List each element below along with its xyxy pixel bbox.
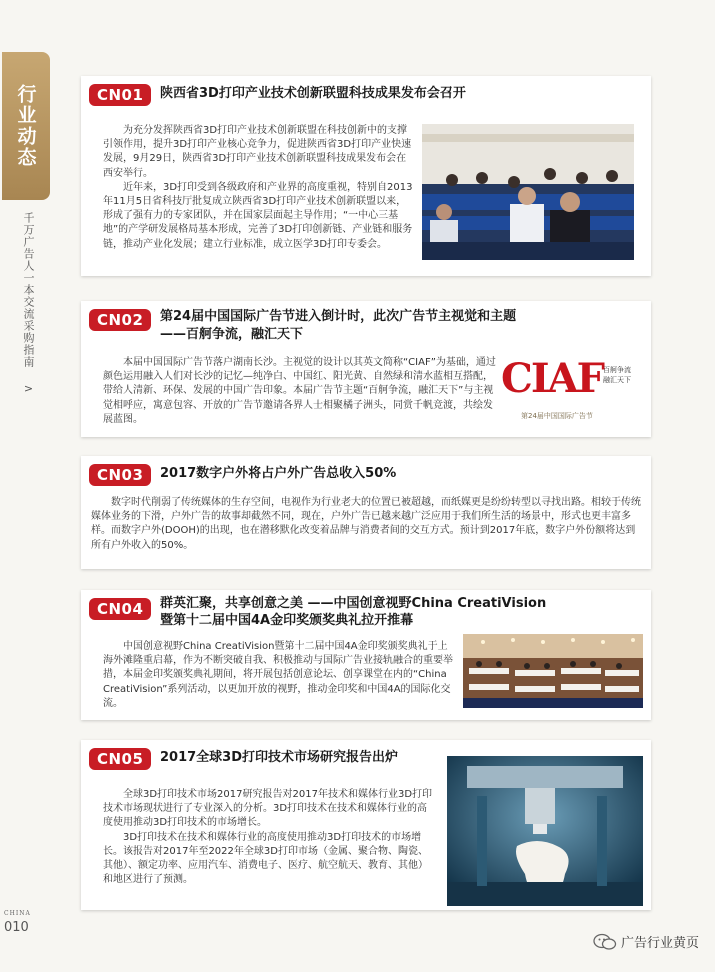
paragraph: 近年来，3D打印受到各级政府和产业界的高度重视，特别自2013年11月5日省科技厅批复成立陕西省3D打印产业技术创新联盟以来，形成了强有力的专家团队，并在国家层面起主导作用；“一中心三基地”的产学研发展格局基本形成，完善了3D打印创新链、产业链和服务链，推动产业化发展；建立行业标准，成立医学3D打印专委会。 [103,181,413,250]
section-tab: 行业动态 [2,52,50,200]
article-card-cn04 [81,590,651,720]
paragraph: 数字时代削弱了传统媒体的生存空间，电视作为行业老大的位置已被超越，而纸媒更是纷纷转型以寻找出路。相较于传统媒体业务的下滑，户外广告的故事却截然不同，现在，户外广告已越来越广泛应用于我们所生活的场景中，形式也更丰富多样。而数字户外(DOOH)的出现，也在潜移默化改变着品牌与消费者间的交互方式。预计到2017年底，数字户外份额将达到所有户外收入的50%。 [91,497,641,551]
section-subtitle: 千万广告人一本交流采购指南 > [22,212,35,396]
ciaf-logo-caption: 第24届中国国际广告节 [521,412,593,420]
ciaf-tagline-1: 百舸争流 [603,366,631,374]
article-card-cn03 [81,456,651,569]
ciaf-logo [499,349,641,425]
footer-brand [593,932,699,951]
article-badge: CN03 [89,464,151,486]
magazine-logo: CHINA [4,910,31,917]
article-body [103,124,415,252]
ciaf-logo-tagline [603,365,631,385]
page-number: 010 [4,920,29,935]
ciaf-tagline-2: 融汇天下 [603,376,631,384]
article-title: 2017全球3D打印技术市场研究报告出炉 [160,750,399,765]
article-badge: CN05 [89,748,151,770]
article-badge: CN01 [89,84,151,106]
footer-brand-label: 广告行业黄页 [620,936,699,951]
article-body [91,496,641,553]
article-body [103,788,433,887]
3d-printer-photo [447,756,643,906]
paragraph: 3D打印技术在技术和媒体行业的高度使用推动3D打印技术的市场增长。该报告对2017年至2022年全球3D打印市场（金属、聚合物、陶瓷、其他）、额定功率、应用汽车、消费电子、医疗、航空航天、教育、其他）和地区进行了预测。 [103,831,428,886]
paragraph: 全球3D打印技术市场2017研究报告对2017年技术和媒体行业3D打印技术市场现状进行了专业深入的分析。3D打印技术在技术和媒体行业的高度使用推动3D打印技术的市场增长。 [103,789,433,829]
ceremony-photo [463,634,643,708]
article-card-cn01 [81,76,651,276]
article-badge: CN02 [89,309,151,331]
ciaf-logo-letters: CIAF [501,355,603,402]
article-card-cn05 [81,740,651,910]
paragraph: 中国创意视野China CreatiVision暨第十二届中国4A金印奖颁奖典礼于上海外滩隆重启幕，作为不断突破自我、积极推动与国际广告业接轨融合的重要举措，本届金印奖颁奖典礼期间，将开展包括创意论坛、创享课堂在内的“China CreatiVision”系列活动，以更加开放的视野，推动金印奖和中国4A的国际化交流。 [103,641,453,709]
article-title: 2017数字户外将占户外广告总收入50% [160,466,397,481]
article-title-line1: 群英汇聚，共享创意之美 ——中国创意视野China CreatiVision [160,596,547,611]
article-card-cn02 [81,301,651,437]
article-badge: CN04 [89,598,151,620]
article-title-line2: 暨第十二届中国4A金印奖颁奖典礼拉开推幕 [160,613,414,628]
wechat-icon [593,933,617,951]
paragraph: 为充分发挥陕西省3D打印产业技术创新联盟在科技创新中的支撑引领作用，提升3D打印产业核心竞争力，促进陕西省3D打印产业快速发展，9月29日，陕西省3D打印产业技术创新联盟科技成果发布会在西安举行。 [103,125,412,179]
article-title-line1: 第24届中国国际广告节进入倒计时，此次广告节主视觉和主题 [160,309,517,324]
conference-photo [422,124,634,260]
article-title-line2: ——百舸争流，融汇天下 [160,327,304,342]
article-body [103,356,497,427]
article-body [103,640,453,711]
paragraph: 本届中国国际广告节落户湖南长沙。主视觉的设计以其英文简称“CIAF”为基础，通过颜色运用融入人们对长沙的记忆—纯净白、中国红、阳光黄、自然绿和清水蓝相互搭配，带给人清新、环保、发展的中国广告印象。本届广告节主题“百舸争流，融汇天下”与主视觉相呼应，寓意包容、开放的广告节邀请各界人士相聚橘子洲头，同赏千帆竞渡，共绘发展蓝图。 [103,357,496,425]
article-title: 陕西省3D打印产业技术创新联盟科技成果发布会召开 [160,86,466,101]
